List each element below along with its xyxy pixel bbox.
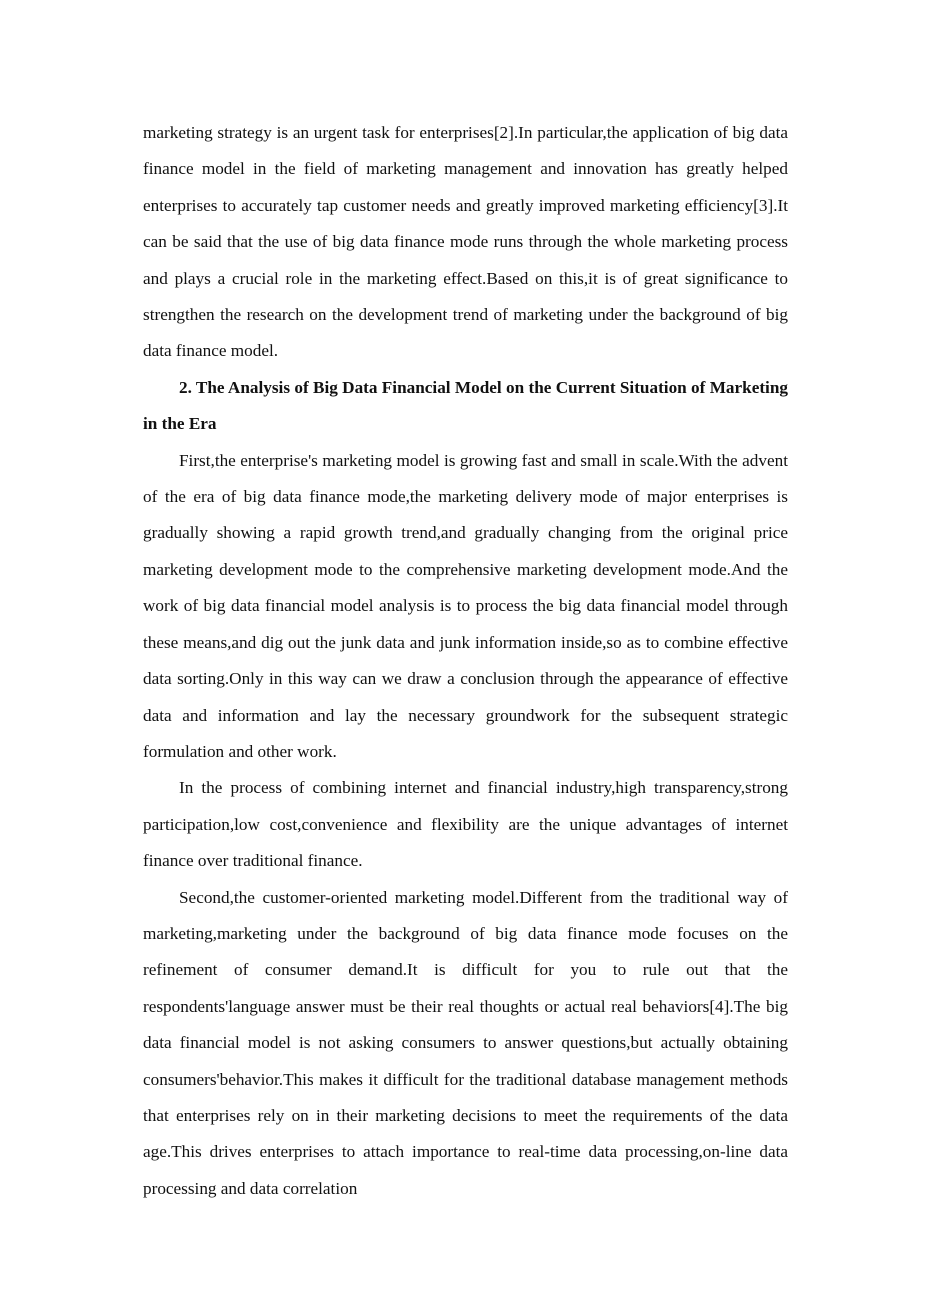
document-page — [143, 115, 788, 1207]
paragraph-internet-finance: In the process of combining internet and financial industry,high transparency,strong participation,low cost,convenience and flexibility are the unique advantages of internet finance over traditional finance. — [143, 778, 788, 871]
paragraph-first-point: First,the enterprise's marketing model is growing fast and small in scale.With the advent of the era of big data finance mode,the marketing delivery mode of major enterprises is gradually showing a rapid growth trend,and gradually changing from the original price marketing development mode to the comprehensive marketing development mode.And the work of big data financial model analysis is to process the big data financial model through these means,and dig out the junk data and junk information inside,so as to combine effective data sorting.Only in this way can we draw a conclusion through the appearance of effective data and information and lay the necessary groundwork for the subsequent strategic formulation and other work. — [143, 450, 788, 761]
section-heading: 2. The Analysis of Big Data Financial Model on the Current Situation of Marketing in the Era — [143, 377, 788, 434]
paragraph-intro-continuation: marketing strategy is an urgent task for enterprises[2].In particular,the application of big data finance model in the field of marketing management and innovation has greatly helped enterprises to accurately tap customer needs and greatly improved marketing efficiency[3].It can be said that the use of big data finance mode runs through the whole marketing process and plays a crucial role in the marketing effect.Based on this,it is of great significance to strengthen the research on the development trend of marketing under the background of big data finance model. — [143, 123, 788, 361]
paragraph-second-point: Second,the customer-oriented marketing model.Different from the traditional way of marketing,marketing under the background of big data finance mode focuses on the refinement of consumer demand.It is difficult for you to rule out that the respondents'language answer must be their real thoughts or actual real behaviors[4].The big data financial model is not asking consumers to answer questions,but actually obtaining consumers'behavior.This makes it difficult for the traditional database management methods that enterprises rely on in their marketing decisions to meet the requirements of the data age.This drives enterprises to attach importance to real-time data processing,on-line data processing and data correlation — [143, 887, 788, 1198]
